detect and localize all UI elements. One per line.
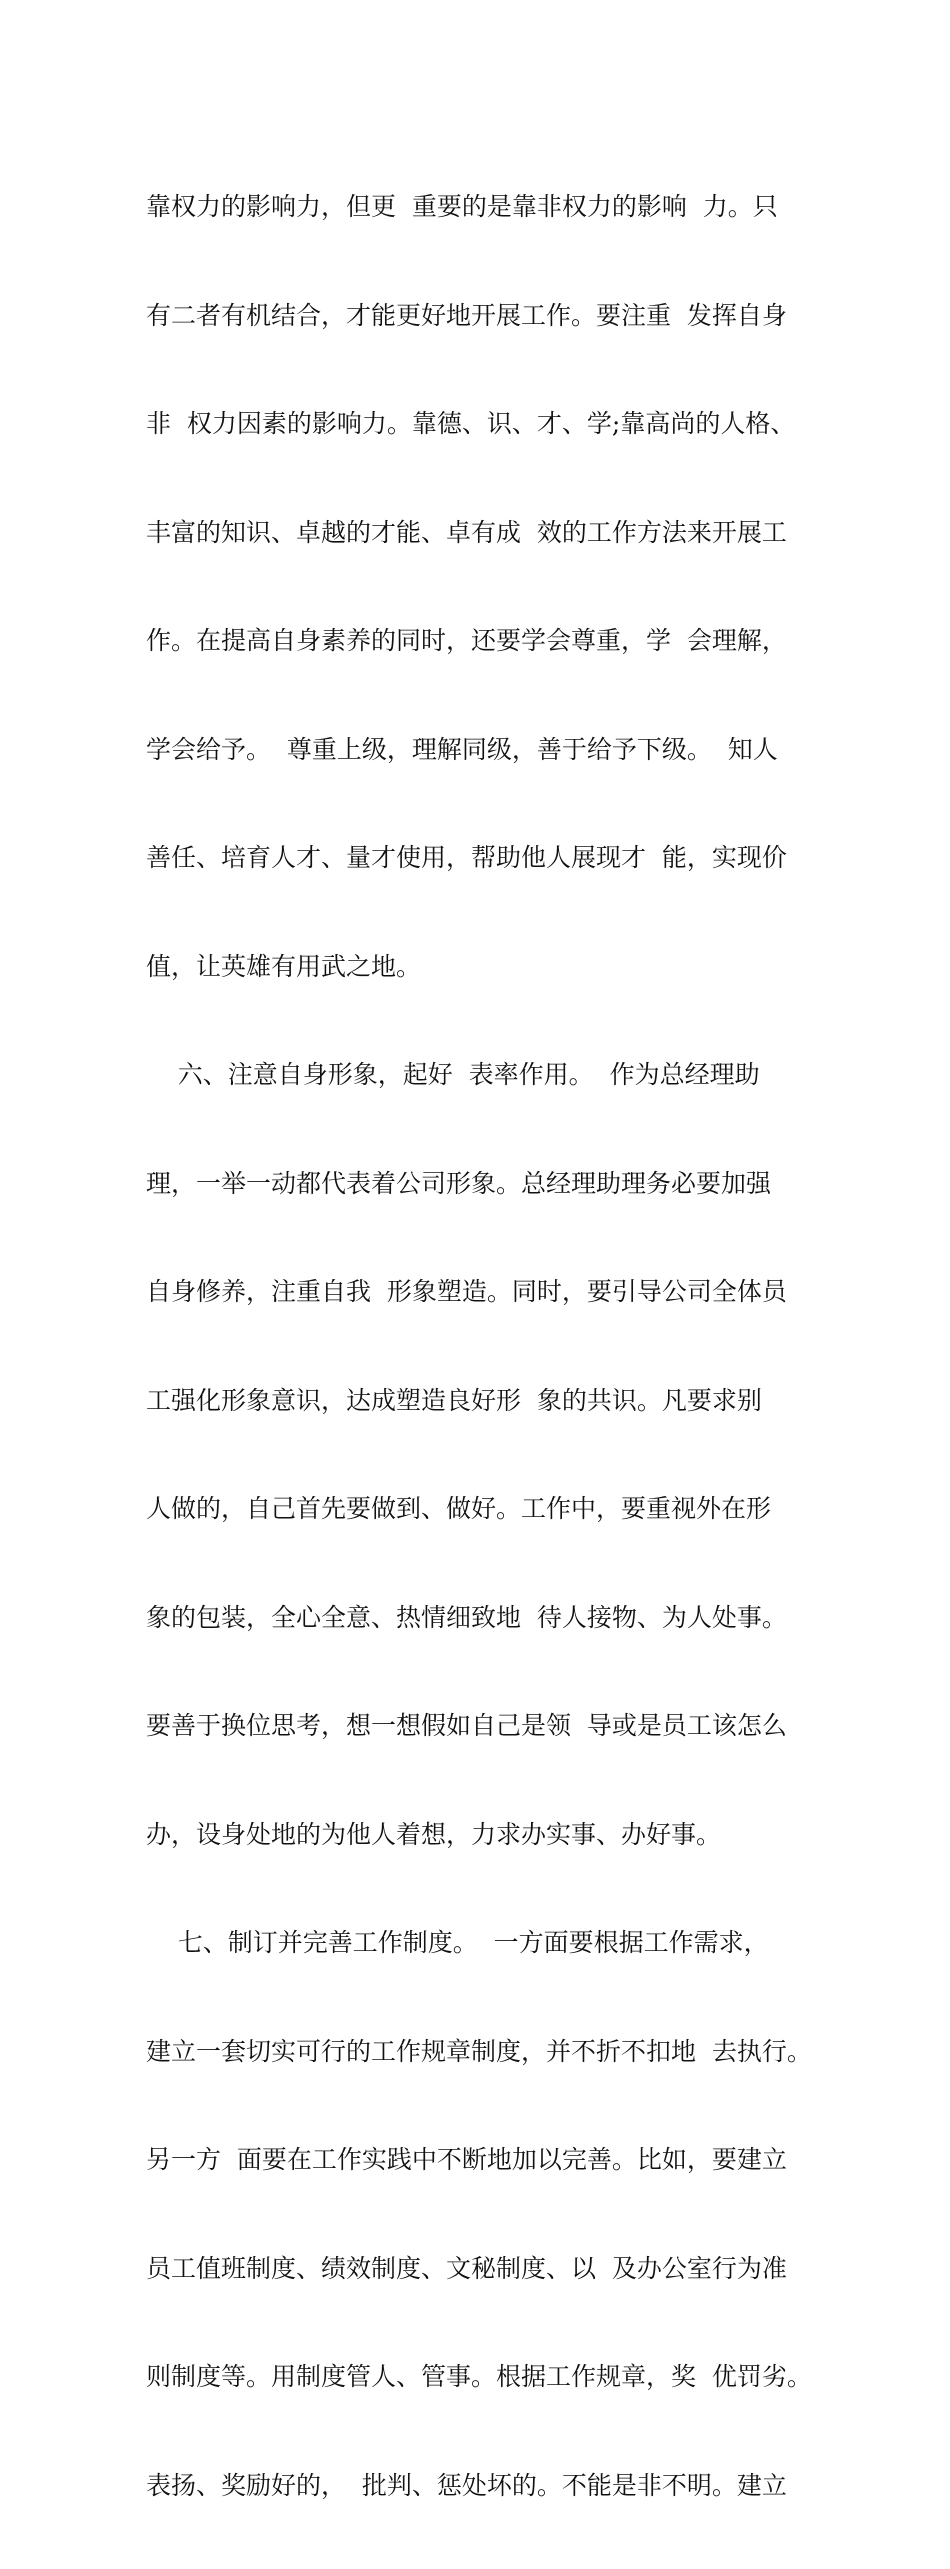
text-line: 善任、培育人才、量才使用，帮助他人展现才 能，实现价: [146, 843, 787, 872]
text-line: 工强化形象意识，达成塑造良好形 象的共识。凡要求别: [146, 1385, 762, 1415]
text-line: 非 权力因素的影响力。靠德、识、才、学;靠高尚的人格、: [146, 409, 796, 438]
text-line: 学会给予。 尊重上级，理解同级，善于给予下级。 知人: [146, 734, 778, 764]
text-line: 则制度等。用制度管人、管事。根据工作规章，奖 优罚劣。: [146, 2362, 812, 2391]
text-line: 表扬、奖励好的， 批判、惩处坏的。不能是非不明。建立: [146, 2470, 787, 2500]
text-line: 理，一举一动都代表着公司形象。总经理助理务必要加强: [146, 1168, 772, 1198]
body-text: [146, 124, 826, 2569]
text-line: 办，设身处地的为他人着想，力求办实事、办好事。: [146, 1819, 722, 1849]
section-heading-line: 六、注意自身形象，起好 表率作用。 作为总经理助: [146, 1060, 760, 1089]
text-line: 建立一套切实可行的工作规章制度，并不折不扣地 去执行。: [146, 2036, 812, 2066]
section-heading-line: 七、制订并完善工作制度。 一方面要根据工作需求，: [146, 1928, 769, 1957]
text-line: 靠权力的影响力，但更 重要的是靠非权力的影响 力。只: [146, 192, 778, 221]
text-line: 员工值班制度、绩效制度、文秘制度、以 及办公室行为准: [146, 2253, 787, 2283]
text-line: 自身修养，注重自我 形象塑造。同时，要引导公司全体员: [146, 1277, 787, 1306]
text-line: 人做的，自己首先要做到、做好。工作中，要重视外在形: [146, 1494, 772, 1523]
text-line: 象的包装，全心全意、热情细致地 待人接物、为人处事。: [146, 1602, 787, 1632]
text-line: 值，让英雄有用武之地。: [146, 951, 422, 981]
text-line: 有二者有机结合，才能更好地开展工作。要注重 发挥自身: [146, 300, 787, 330]
text-line: 作。在提高自身素养的同时，还要学会尊重，学 会理解，: [146, 626, 787, 655]
text-line: 丰富的知识、卓越的才能、卓有成 效的工作方法来开展工: [146, 517, 787, 547]
text-line: 要善于换位思考，想一想假如自己是领 导或是员工该怎么: [146, 1711, 787, 1740]
text-line: 另一方 面要在工作实践中不断地加以完善。比如，要建立: [146, 2145, 787, 2174]
